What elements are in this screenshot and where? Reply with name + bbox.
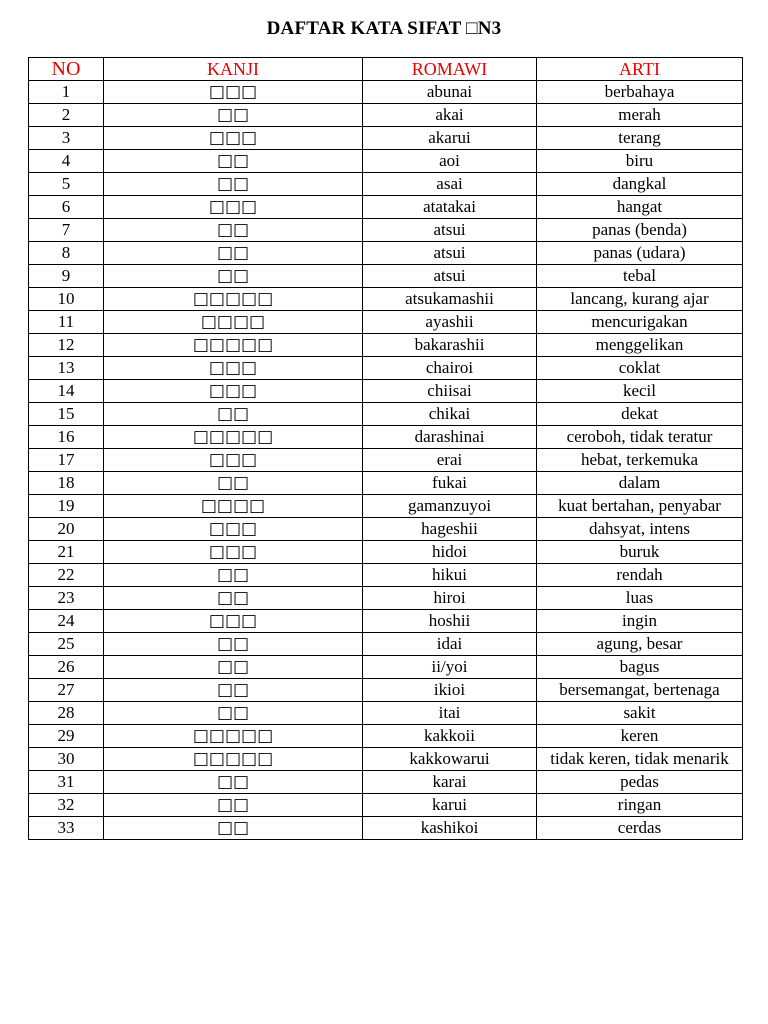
cell-no: 2 bbox=[29, 104, 104, 127]
cell-no: 11 bbox=[29, 311, 104, 334]
cell-kanji: □□ bbox=[104, 219, 363, 242]
cell-arti: kecil bbox=[537, 380, 743, 403]
cell-no: 17 bbox=[29, 449, 104, 472]
cell-kanji: □□□ bbox=[104, 541, 363, 564]
table-row bbox=[29, 817, 743, 840]
cell-arti: cerdas bbox=[537, 817, 743, 840]
table-row bbox=[29, 725, 743, 748]
cell-no: 1 bbox=[29, 81, 104, 104]
cell-kanji: □□ bbox=[104, 817, 363, 840]
cell-arti: dalam bbox=[537, 472, 743, 495]
table-row bbox=[29, 495, 743, 518]
cell-no: 6 bbox=[29, 196, 104, 219]
cell-no: 28 bbox=[29, 702, 104, 725]
cell-kanji: □□ bbox=[104, 173, 363, 196]
table-row bbox=[29, 127, 743, 150]
cell-arti: panas (benda) bbox=[537, 219, 743, 242]
cell-kanji: □□□ bbox=[104, 449, 363, 472]
table-row bbox=[29, 426, 743, 449]
cell-kanji: □□□ bbox=[104, 518, 363, 541]
cell-no: 26 bbox=[29, 656, 104, 679]
cell-romawi: chiisai bbox=[363, 380, 537, 403]
cell-romawi: karai bbox=[363, 771, 537, 794]
cell-arti: buruk bbox=[537, 541, 743, 564]
page-title: DAFTAR KATA SIFAT □N3 bbox=[266, 18, 502, 39]
cell-no: 4 bbox=[29, 150, 104, 173]
header-arti: ARTI bbox=[537, 58, 743, 81]
cell-kanji: □□ bbox=[104, 771, 363, 794]
cell-no: 30 bbox=[29, 748, 104, 771]
cell-no: 21 bbox=[29, 541, 104, 564]
cell-arti: dekat bbox=[537, 403, 743, 426]
cell-romawi: atatakai bbox=[363, 196, 537, 219]
table-row bbox=[29, 587, 743, 610]
cell-no: 8 bbox=[29, 242, 104, 265]
cell-arti: ceroboh, tidak teratur bbox=[537, 426, 743, 449]
table-row bbox=[29, 518, 743, 541]
cell-kanji: □□□□□ bbox=[104, 426, 363, 449]
cell-arti: panas (udara) bbox=[537, 242, 743, 265]
cell-kanji: □□ bbox=[104, 794, 363, 817]
cell-romawi: abunai bbox=[363, 81, 537, 104]
cell-no: 25 bbox=[29, 633, 104, 656]
table-row bbox=[29, 173, 743, 196]
cell-arti: coklat bbox=[537, 357, 743, 380]
cell-arti: bersemangat, bertenaga bbox=[537, 679, 743, 702]
cell-romawi: fukai bbox=[363, 472, 537, 495]
table-row bbox=[29, 196, 743, 219]
cell-arti: terang bbox=[537, 127, 743, 150]
cell-romawi: ii/yoi bbox=[363, 656, 537, 679]
cell-no: 24 bbox=[29, 610, 104, 633]
cell-kanji: □□ bbox=[104, 702, 363, 725]
table-row bbox=[29, 610, 743, 633]
cell-no: 29 bbox=[29, 725, 104, 748]
table-row bbox=[29, 679, 743, 702]
cell-kanji: □□□ bbox=[104, 357, 363, 380]
cell-romawi: chairoi bbox=[363, 357, 537, 380]
cell-arti: sakit bbox=[537, 702, 743, 725]
table-header-row bbox=[29, 58, 743, 81]
cell-arti: merah bbox=[537, 104, 743, 127]
table-row bbox=[29, 656, 743, 679]
table-row bbox=[29, 564, 743, 587]
cell-kanji: □□ bbox=[104, 587, 363, 610]
cell-no: 31 bbox=[29, 771, 104, 794]
cell-romawi: hidoi bbox=[363, 541, 537, 564]
cell-romawi: aoi bbox=[363, 150, 537, 173]
cell-no: 10 bbox=[29, 288, 104, 311]
cell-arti: mencurigakan bbox=[537, 311, 743, 334]
table-body bbox=[29, 81, 743, 840]
cell-romawi: itai bbox=[363, 702, 537, 725]
table-row bbox=[29, 633, 743, 656]
cell-no: 14 bbox=[29, 380, 104, 403]
cell-kanji: □□ bbox=[104, 150, 363, 173]
table-row bbox=[29, 81, 743, 104]
table-row bbox=[29, 265, 743, 288]
table-row bbox=[29, 219, 743, 242]
cell-no: 33 bbox=[29, 817, 104, 840]
cell-kanji: □□ bbox=[104, 656, 363, 679]
cell-arti: lancang, kurang ajar bbox=[537, 288, 743, 311]
cell-kanji: □□□□ bbox=[104, 311, 363, 334]
cell-romawi: akai bbox=[363, 104, 537, 127]
cell-arti: hebat, terkemuka bbox=[537, 449, 743, 472]
table-row bbox=[29, 541, 743, 564]
table-row bbox=[29, 357, 743, 380]
cell-no: 12 bbox=[29, 334, 104, 357]
cell-kanji: □□ bbox=[104, 265, 363, 288]
cell-no: 9 bbox=[29, 265, 104, 288]
table-row bbox=[29, 748, 743, 771]
cell-arti: dangkal bbox=[537, 173, 743, 196]
cell-romawi: atsui bbox=[363, 219, 537, 242]
cell-kanji: □□□□□ bbox=[104, 288, 363, 311]
cell-kanji: □□□ bbox=[104, 380, 363, 403]
cell-kanji: □□ bbox=[104, 242, 363, 265]
cell-no: 13 bbox=[29, 357, 104, 380]
cell-romawi: ayashii bbox=[363, 311, 537, 334]
table-row bbox=[29, 380, 743, 403]
cell-romawi: hiroi bbox=[363, 587, 537, 610]
cell-arti: rendah bbox=[537, 564, 743, 587]
cell-kanji: □□□□□ bbox=[104, 725, 363, 748]
cell-no: 19 bbox=[29, 495, 104, 518]
cell-no: 7 bbox=[29, 219, 104, 242]
table-row bbox=[29, 288, 743, 311]
cell-arti: bagus bbox=[537, 656, 743, 679]
cell-arti: luas bbox=[537, 587, 743, 610]
cell-romawi: hoshii bbox=[363, 610, 537, 633]
cell-no: 23 bbox=[29, 587, 104, 610]
cell-kanji: □□ bbox=[104, 403, 363, 426]
cell-no: 5 bbox=[29, 173, 104, 196]
header-romawi: ROMAWI bbox=[363, 58, 537, 81]
cell-romawi: bakarashii bbox=[363, 334, 537, 357]
cell-romawi: atsui bbox=[363, 242, 537, 265]
table-row bbox=[29, 403, 743, 426]
cell-romawi: asai bbox=[363, 173, 537, 196]
cell-kanji: □□□ bbox=[104, 127, 363, 150]
cell-arti: biru bbox=[537, 150, 743, 173]
adjective-table bbox=[28, 57, 743, 840]
cell-kanji: □□ bbox=[104, 633, 363, 656]
table-row bbox=[29, 150, 743, 173]
cell-romawi: gamanzuyoi bbox=[363, 495, 537, 518]
cell-romawi: kakkowarui bbox=[363, 748, 537, 771]
cell-arti: hangat bbox=[537, 196, 743, 219]
cell-kanji: □□□ bbox=[104, 196, 363, 219]
header-kanji: KANJI bbox=[104, 58, 363, 81]
cell-arti: ringan bbox=[537, 794, 743, 817]
cell-arti: ingin bbox=[537, 610, 743, 633]
cell-arti: pedas bbox=[537, 771, 743, 794]
cell-kanji: □□ bbox=[104, 564, 363, 587]
cell-no: 3 bbox=[29, 127, 104, 150]
cell-arti: tidak keren, tidak menarik bbox=[537, 748, 743, 771]
cell-arti: keren bbox=[537, 725, 743, 748]
cell-no: 18 bbox=[29, 472, 104, 495]
cell-kanji: □□□ bbox=[104, 610, 363, 633]
table-row bbox=[29, 242, 743, 265]
header-no: NO bbox=[29, 58, 104, 81]
cell-romawi: atsukamashii bbox=[363, 288, 537, 311]
cell-arti: tebal bbox=[537, 265, 743, 288]
cell-romawi: chikai bbox=[363, 403, 537, 426]
cell-romawi: darashinai bbox=[363, 426, 537, 449]
table-row bbox=[29, 794, 743, 817]
cell-romawi: kakkoii bbox=[363, 725, 537, 748]
cell-romawi: erai bbox=[363, 449, 537, 472]
cell-romawi: ikioi bbox=[363, 679, 537, 702]
cell-kanji: □□□□ bbox=[104, 495, 363, 518]
cell-kanji: □□ bbox=[104, 679, 363, 702]
cell-no: 22 bbox=[29, 564, 104, 587]
cell-arti: kuat bertahan, penyabar bbox=[537, 495, 743, 518]
table-row bbox=[29, 449, 743, 472]
table-row bbox=[29, 104, 743, 127]
cell-kanji: □□□□□ bbox=[104, 334, 363, 357]
cell-kanji: □□ bbox=[104, 472, 363, 495]
cell-arti: agung, besar bbox=[537, 633, 743, 656]
cell-no: 15 bbox=[29, 403, 104, 426]
cell-no: 27 bbox=[29, 679, 104, 702]
cell-romawi: hikui bbox=[363, 564, 537, 587]
cell-romawi: atsui bbox=[363, 265, 537, 288]
cell-no: 16 bbox=[29, 426, 104, 449]
cell-kanji: □□ bbox=[104, 104, 363, 127]
cell-no: 20 bbox=[29, 518, 104, 541]
cell-romawi: akarui bbox=[363, 127, 537, 150]
cell-arti: dahsyat, intens bbox=[537, 518, 743, 541]
table-row bbox=[29, 334, 743, 357]
cell-romawi: idai bbox=[363, 633, 537, 656]
table-row bbox=[29, 771, 743, 794]
table-row bbox=[29, 311, 743, 334]
cell-no: 32 bbox=[29, 794, 104, 817]
cell-romawi: karui bbox=[363, 794, 537, 817]
cell-kanji: □□□□□ bbox=[104, 748, 363, 771]
cell-romawi: kashikoi bbox=[363, 817, 537, 840]
table-row bbox=[29, 702, 743, 725]
table-row bbox=[29, 472, 743, 495]
cell-arti: menggelikan bbox=[537, 334, 743, 357]
cell-romawi: hageshii bbox=[363, 518, 537, 541]
cell-kanji: □□□ bbox=[104, 81, 363, 104]
cell-arti: berbahaya bbox=[537, 81, 743, 104]
